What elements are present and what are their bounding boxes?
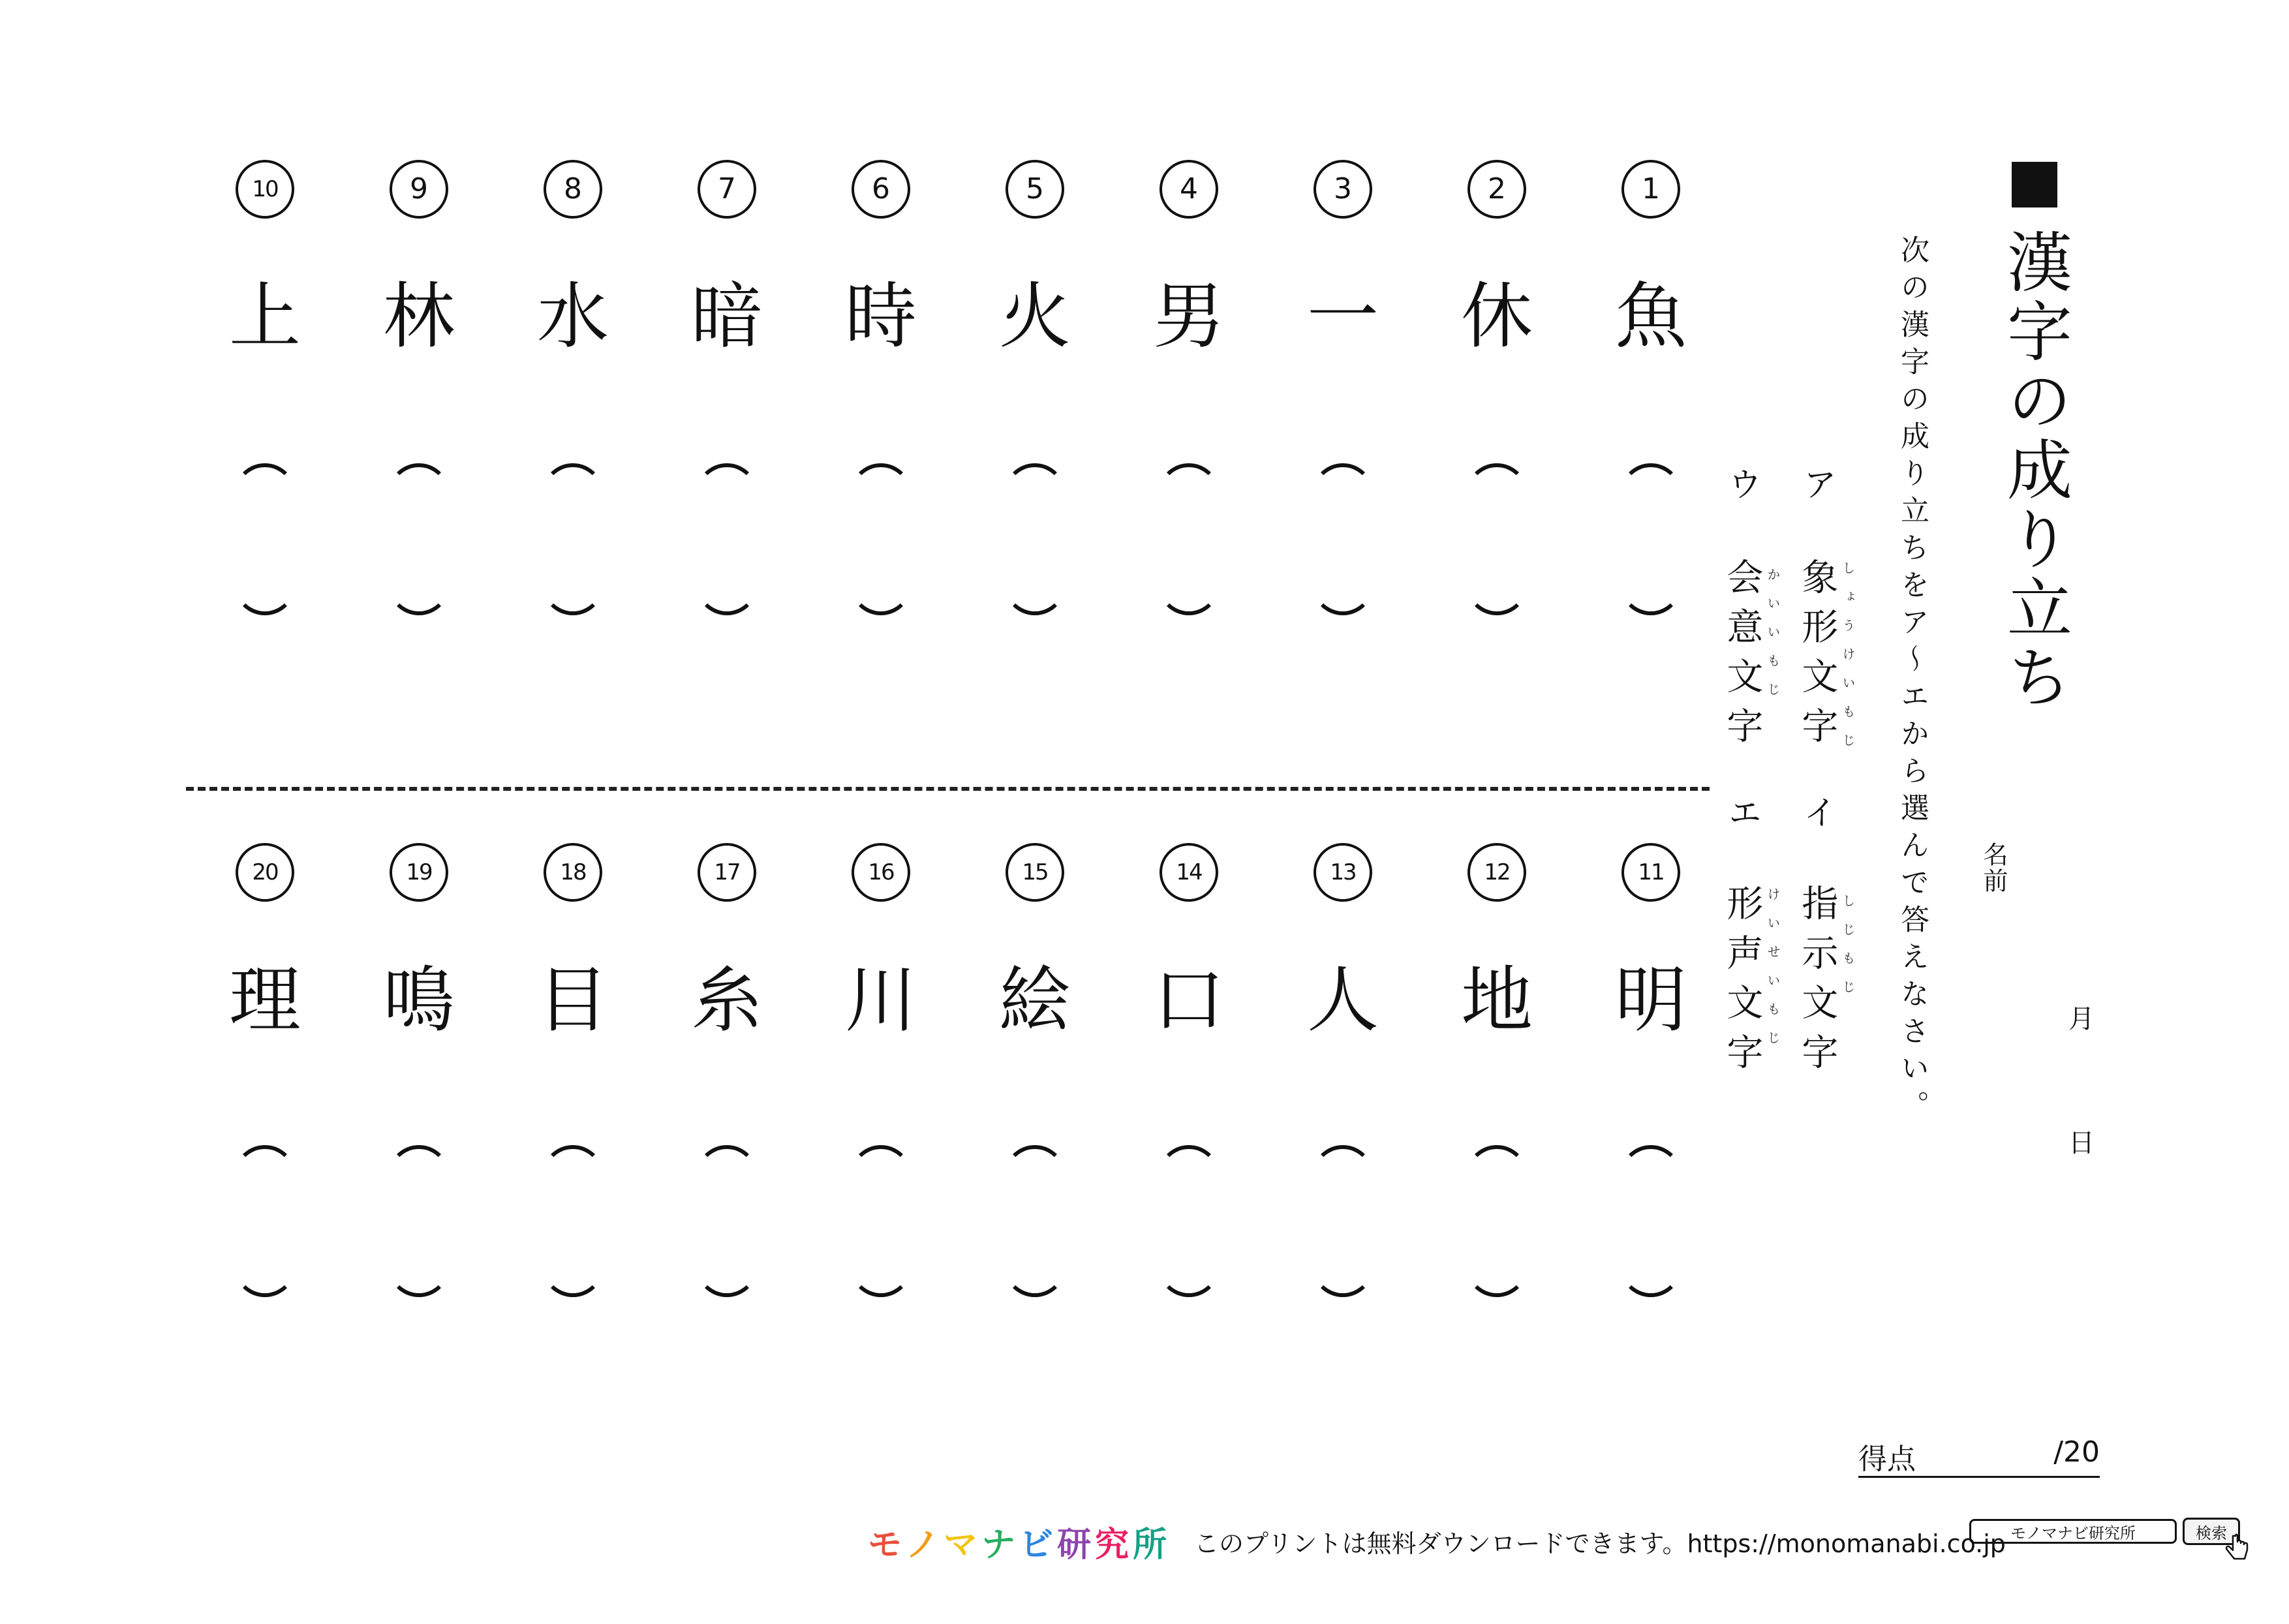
- logo-letter: ビ: [1019, 1525, 1058, 1565]
- problem-number: 16: [852, 843, 910, 902]
- score-label: 得点: [1858, 1443, 1916, 1476]
- problem-number: 12: [1467, 843, 1526, 902]
- logo-letter: マ: [944, 1525, 982, 1565]
- answer-bracket-close: [542, 1234, 604, 1297]
- answer-bracket-open: [1620, 463, 1682, 526]
- answer-bracket-close: [850, 553, 912, 615]
- footer-notice: このプリントは無料ダウンロードできます。https://monomanabi.co.jp: [1194, 1529, 2006, 1558]
- answer-bracket-close: [1620, 1234, 1682, 1297]
- footer-logo: [868, 1517, 1171, 1566]
- option-ruby-u: かいいもじ: [1765, 568, 1781, 711]
- option-key-u: ウ: [1722, 467, 1761, 500]
- answer-bracket-open: [1158, 463, 1220, 526]
- answer-bracket-close: [1312, 553, 1374, 615]
- problem-number: 6: [852, 160, 910, 219]
- problem-kanji: 絵: [999, 958, 1071, 1042]
- answer-bracket-open: [1004, 1145, 1066, 1208]
- option-ruby-a: しょうけいもじ: [1840, 561, 1856, 762]
- problem-number: 1: [1621, 160, 1680, 219]
- answer-bracket-close: [1158, 1234, 1220, 1297]
- problem-number: 15: [1006, 843, 1064, 902]
- answer-bracket-close: [1158, 553, 1220, 615]
- section-divider: [186, 787, 1710, 791]
- option-ruby-i: しじもじ: [1840, 894, 1856, 1009]
- logo-letter: ナ: [981, 1525, 1020, 1565]
- problem-number: 10: [236, 160, 294, 219]
- option-key-i: イ: [1797, 795, 1836, 829]
- problem-kanji: 明: [1615, 958, 1687, 1042]
- answer-bracket-open: [1466, 1145, 1528, 1208]
- problem-kanji: 目: [537, 958, 609, 1042]
- problem-kanji: 火: [999, 275, 1071, 358]
- score-total: /20: [2053, 1435, 2100, 1469]
- option-text-i: 指示文字: [1796, 884, 1839, 1082]
- option-key-a: ア: [1797, 467, 1836, 500]
- problem-kanji: 川: [845, 958, 917, 1042]
- option-ruby-e: けいせいもじ: [1765, 887, 1781, 1060]
- answer-bracket-open: [696, 463, 758, 526]
- score-field: [1858, 1435, 2100, 1478]
- problem-number: 11: [1621, 843, 1680, 902]
- problem-number: 19: [390, 843, 448, 902]
- answer-bracket-close: [542, 553, 604, 615]
- problem-number: 20: [236, 843, 294, 902]
- answer-bracket-open: [1312, 1145, 1374, 1208]
- answer-bracket-open: [234, 463, 296, 526]
- problem-number: 3: [1313, 160, 1372, 219]
- problem-kanji: 休: [1461, 275, 1533, 358]
- logo-letter: 究: [1095, 1525, 1133, 1565]
- answer-bracket-close: [1004, 553, 1066, 615]
- answer-bracket-open: [1620, 1145, 1682, 1208]
- answer-bracket-close: [388, 553, 450, 615]
- answer-bracket-close: [1004, 1234, 1066, 1297]
- answer-bracket-open: [1158, 1145, 1220, 1208]
- answer-bracket-open: [850, 1145, 912, 1208]
- problem-kanji: 人: [1307, 958, 1379, 1042]
- problem-kanji: 林: [383, 275, 455, 358]
- logo-letter: モ: [868, 1525, 906, 1565]
- answer-bracket-open: [234, 1145, 296, 1208]
- problem-number: 7: [698, 160, 756, 219]
- problem-number: 13: [1313, 843, 1372, 902]
- answer-bracket-open: [696, 1145, 758, 1208]
- problem-kanji: 水: [537, 275, 609, 358]
- problem-kanji: 口: [1153, 958, 1225, 1042]
- answer-bracket-close: [1620, 553, 1682, 615]
- answer-bracket-open: [1004, 463, 1066, 526]
- answer-bracket-open: [850, 463, 912, 526]
- problem-number: 5: [1006, 160, 1064, 219]
- problem-kanji: 理: [229, 958, 301, 1042]
- answer-bracket-open: [388, 463, 450, 526]
- option-text-u: 会意文字: [1721, 558, 1764, 756]
- problem-number: 18: [544, 843, 602, 902]
- answer-bracket-close: [696, 553, 758, 615]
- problem-kanji: 地: [1461, 958, 1533, 1042]
- logo-letter: ノ: [906, 1525, 944, 1565]
- answer-bracket-open: [1466, 463, 1528, 526]
- instruction-text: 次の漢字の成り立ちをア～エから選んで答えなさい。: [1896, 235, 1929, 1127]
- answer-bracket-close: [234, 553, 296, 615]
- logo-letter: 所: [1133, 1525, 1171, 1565]
- logo-letter: 研: [1057, 1525, 1096, 1565]
- problem-kanji: 男: [1153, 275, 1225, 358]
- answer-bracket-close: [1312, 1234, 1374, 1297]
- option-key-e: エ: [1722, 795, 1761, 829]
- problem-number: 14: [1160, 843, 1218, 902]
- search-button-graphic: 検索: [2183, 1518, 2240, 1545]
- problem-number: 2: [1467, 160, 1526, 219]
- answer-bracket-open: [542, 463, 604, 526]
- problem-kanji: 糸: [691, 958, 763, 1042]
- option-text-a: 象形文字: [1796, 558, 1839, 756]
- answer-bracket-close: [850, 1234, 912, 1297]
- search-box-graphic: モノマナビ研究所: [1969, 1519, 2177, 1544]
- problem-number: 9: [390, 160, 448, 219]
- problem-kanji: 一: [1307, 275, 1379, 358]
- answer-bracket-close: [388, 1234, 450, 1297]
- option-text-e: 形声文字: [1721, 884, 1764, 1082]
- date-day-label: 日: [2068, 1128, 2095, 1158]
- problem-kanji: 暗: [691, 275, 763, 358]
- problem-kanji: 鳴: [383, 958, 455, 1042]
- worksheet-title: 漢字の成り立ち: [1996, 228, 2072, 712]
- answer-bracket-close: [1466, 553, 1528, 615]
- answer-bracket-close: [696, 1234, 758, 1297]
- problem-kanji: 魚: [1615, 275, 1687, 358]
- answer-bracket-close: [1466, 1234, 1528, 1297]
- name-label: 名前: [1979, 842, 2008, 894]
- problem-number: 8: [544, 160, 602, 219]
- answer-bracket-open: [388, 1145, 450, 1208]
- problem-number: 4: [1160, 160, 1218, 219]
- problem-kanji: 時: [845, 275, 917, 358]
- answer-bracket-open: [542, 1145, 604, 1208]
- title-square-mark: [2012, 162, 2057, 207]
- hand-cursor-icon: [2224, 1533, 2250, 1566]
- problem-kanji: 上: [229, 275, 301, 358]
- answer-bracket-close: [234, 1234, 296, 1297]
- problem-number: 17: [698, 843, 756, 902]
- date-month-label: 月: [2068, 1004, 2095, 1034]
- answer-bracket-open: [1312, 463, 1374, 526]
